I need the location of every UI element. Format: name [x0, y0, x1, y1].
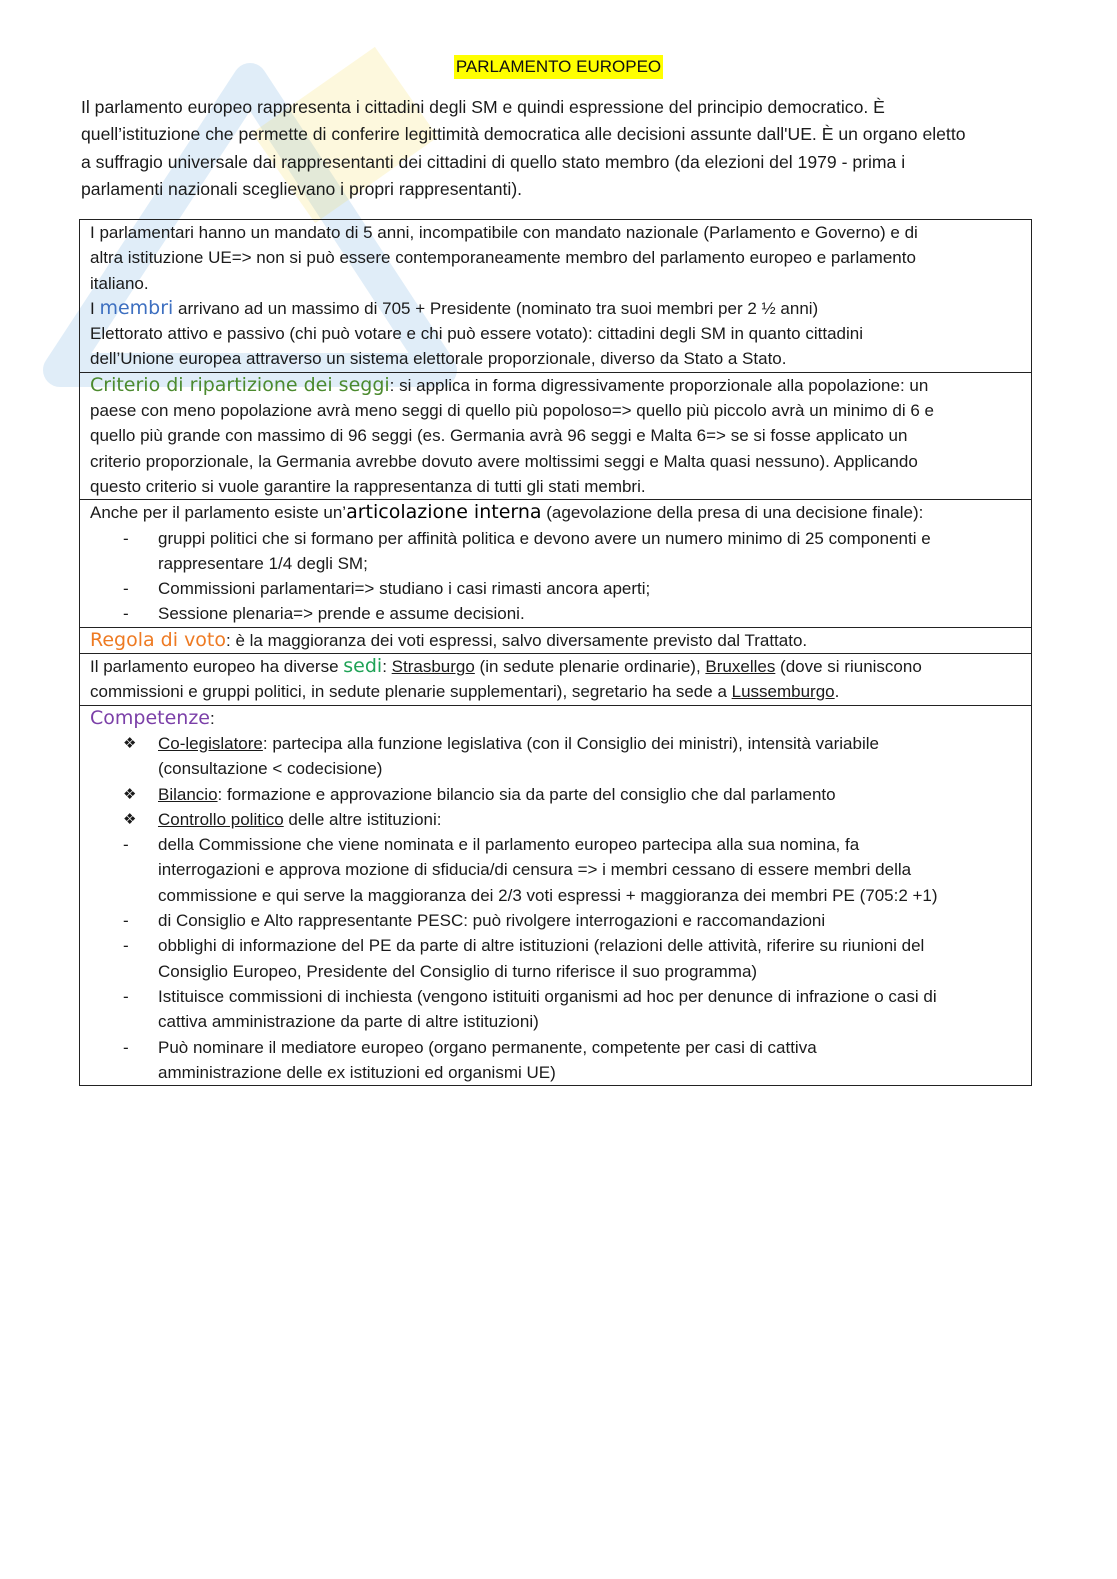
text-line: I parlamentari hanno un mandato di 5 anni, incompatibile con mandato nazionale (Parlamento e Governo) e di [90, 223, 918, 242]
city-lussemburgo: Lussemburgo [731, 682, 835, 702]
list-item [90, 601, 1021, 626]
dash-marker: - [123, 911, 129, 931]
text-line: Sessione plenaria=> prende e assume decisioni. [158, 604, 525, 624]
text-line: Commissioni parlamentari=> studiano i casi rimasti ancora aperti; [158, 579, 651, 599]
text-line: altra istituzione UE=> non si può essere contemporaneamente membro del parlamento europeo e parlamento [90, 248, 916, 268]
dash-marker: - [123, 986, 129, 1006]
intro-line: quell’istituzione che permette di conferire legittimità democratica alle decisioni assunte dall'UE. È un organo eletto [81, 124, 966, 145]
text-line: cattiva amministrazione da parte di altre istituzioni) [158, 1012, 539, 1032]
diamond-bullet-icon: ❖ [123, 734, 137, 752]
diamond-bullet-icon: ❖ [123, 810, 137, 828]
city-bruxelles: Bruxelles [705, 657, 776, 677]
text-line: paese con meno popolazione avrà meno seggi di quello più popoloso=> quello più piccolo avrà un minimo di 6 e [90, 401, 934, 421]
text-fragment: : [210, 708, 215, 728]
text-fragment: (dove si riuniscono [775, 657, 922, 677]
text-fragment: commissioni e gruppi politici, in sedute plenarie supplementari), segretario ha sede a [90, 682, 732, 702]
text-fragment: Il parlamento europeo ha diverse [90, 657, 344, 677]
text-line: rappresentare 1/4 degli SM; [158, 553, 368, 573]
section-articolazione [80, 499, 1031, 626]
dash-marker: - [123, 835, 129, 855]
text-line: gruppi politici che si formano per affinità politica e devono avere un numero minimo di 25 componenti e [158, 528, 931, 548]
text-fragment: delle altre istituzioni: [283, 809, 442, 829]
text-fragment: Anche per il parlamento esiste un’ [90, 503, 347, 523]
text-fragment: (agevolazione della presa di una decisione finale): [541, 503, 924, 523]
list-item [90, 984, 1021, 1035]
list-item [90, 933, 1021, 984]
controllo-label: Controllo politico [158, 809, 284, 829]
list-item [90, 731, 1021, 782]
list-item [90, 807, 1021, 832]
list-item [90, 908, 1021, 933]
text-line: della Commissione che viene nominata e il parlamento europeo partecipa alla sua nomina, fa [158, 835, 860, 855]
sedi-heading: sedi [343, 655, 383, 678]
text-line: Può nominare il mediatore europeo (organo permanente, competente per casi di cattiva [158, 1037, 817, 1057]
seggi-heading: Criterio di ripartizione dei seggi [90, 373, 390, 396]
text-line: quello più grande con massimo di 96 seggi (es. Germania avrà 96 seggi e Malta 6=> se si fosse applicato un [90, 426, 908, 446]
text-line: questo criterio si vuole garantire la rappresentanza di tutti gli stati membri. [90, 476, 646, 496]
text-line: amministrazione delle ex istituzioni ed organismi UE) [158, 1062, 556, 1082]
text-line: commissione e qui serve la maggioranza dei 2/3 voti espressi + maggioranza dei membri PE (705:2 +1) [158, 885, 938, 905]
dash-marker: - [123, 1037, 129, 1057]
dash-marker: - [123, 579, 129, 599]
text-fragment: : partecipa alla funzione legislativa (con il Consiglio dei ministri), intensità variabile [262, 733, 879, 753]
dash-marker: - [123, 604, 129, 624]
voto-heading: Regola di voto [90, 628, 227, 651]
section-competenze [80, 705, 1031, 1085]
text-fragment: : è la maggioranza dei voti espressi, salvo diversamente previsto dal Trattato. [226, 630, 808, 650]
text-line: di Consiglio e Alto rappresentante PESC: può rivolgere interrogazioni e raccomandazioni [158, 911, 826, 931]
text-fragment: : [382, 657, 392, 677]
intro-paragraph [81, 94, 1041, 204]
list-item [90, 782, 1021, 807]
text-fragment: : formazione e approvazione bilancio sia da parte del consiglio che dal parlamento [217, 784, 836, 804]
bilancio-label: Bilancio [158, 784, 218, 804]
section-voto [80, 627, 1031, 653]
intro-line: parlamenti nazionali sceglievano i propri rappresentanti). [81, 179, 523, 200]
list-item [90, 526, 1021, 577]
list-item [90, 1035, 1021, 1086]
text-line: Elettorato attivo e passivo (chi può votare e chi può essere votato): cittadini degli SM in quanto cittadini [90, 324, 863, 344]
text-line: obblighi di informazione del PE da parte di altre istituzioni (relazioni delle attività, riferire su riunioni del [158, 936, 925, 956]
membri-heading: membri [99, 296, 174, 319]
page-title: PARLAMENTO EUROPEO [454, 55, 663, 79]
text-line: criterio proporzionale, la Germania avrebbe dovuto avere moltissimi seggi e Malta quasi nessuno). Applicando [90, 451, 918, 471]
diamond-bullet-icon: ❖ [123, 785, 137, 803]
articolazione-heading: articolazione interna [346, 501, 542, 524]
list-item [90, 832, 1021, 908]
text-fragment: (in sedute plenarie ordinarie), [474, 657, 706, 677]
section-seggi [80, 372, 1031, 499]
text-line: interrogazioni e approva mozione di sfiducia/di censura => i membri cessano di essere membri della [158, 860, 912, 880]
competenze-heading: Competenze [90, 706, 210, 729]
content-table [79, 219, 1032, 1086]
text-line: dell’Unione europea attraverso un sistema elettorale proporzionale, diverso da Stato a Stato. [90, 349, 787, 369]
colegislatore-label: Co-legislatore [158, 733, 263, 753]
intro-line: a suffragio universale dai rappresentanti dei cittadini di quello stato membro (da elezioni del 1979 - prima i [81, 151, 906, 172]
text-line: Consiglio Europeo, Presidente del Consiglio di turno riferisce il suo programma) [158, 961, 758, 981]
intro-line: Il parlamento europeo rappresenta i cittadini degli SM e quindi espressione del principio democratico. È [81, 97, 885, 117]
list-item [90, 576, 1021, 601]
dash-marker: - [123, 528, 129, 548]
text-line: italiano. [90, 273, 149, 293]
text-line: Istituisce commissioni di inchiesta (vengono istituiti organismi ad hoc per denunce di infrazione o casi di [158, 986, 937, 1006]
text-fragment: I [90, 298, 100, 318]
section-mandato [80, 220, 1031, 372]
dash-marker: - [123, 936, 129, 956]
city-strasburgo: Strasburgo [391, 657, 475, 677]
text-line: (consultazione < codecisione) [158, 759, 383, 779]
text-fragment: arrivano ad un massimo di 705 + Presidente (nominato tra suoi membri per 2 ½ anni) [173, 298, 819, 318]
text-fragment: : si applica in forma digressivamente proporzionale alla popolazione: un [389, 375, 929, 395]
text-fragment: . [834, 682, 840, 702]
section-sedi [80, 653, 1031, 705]
